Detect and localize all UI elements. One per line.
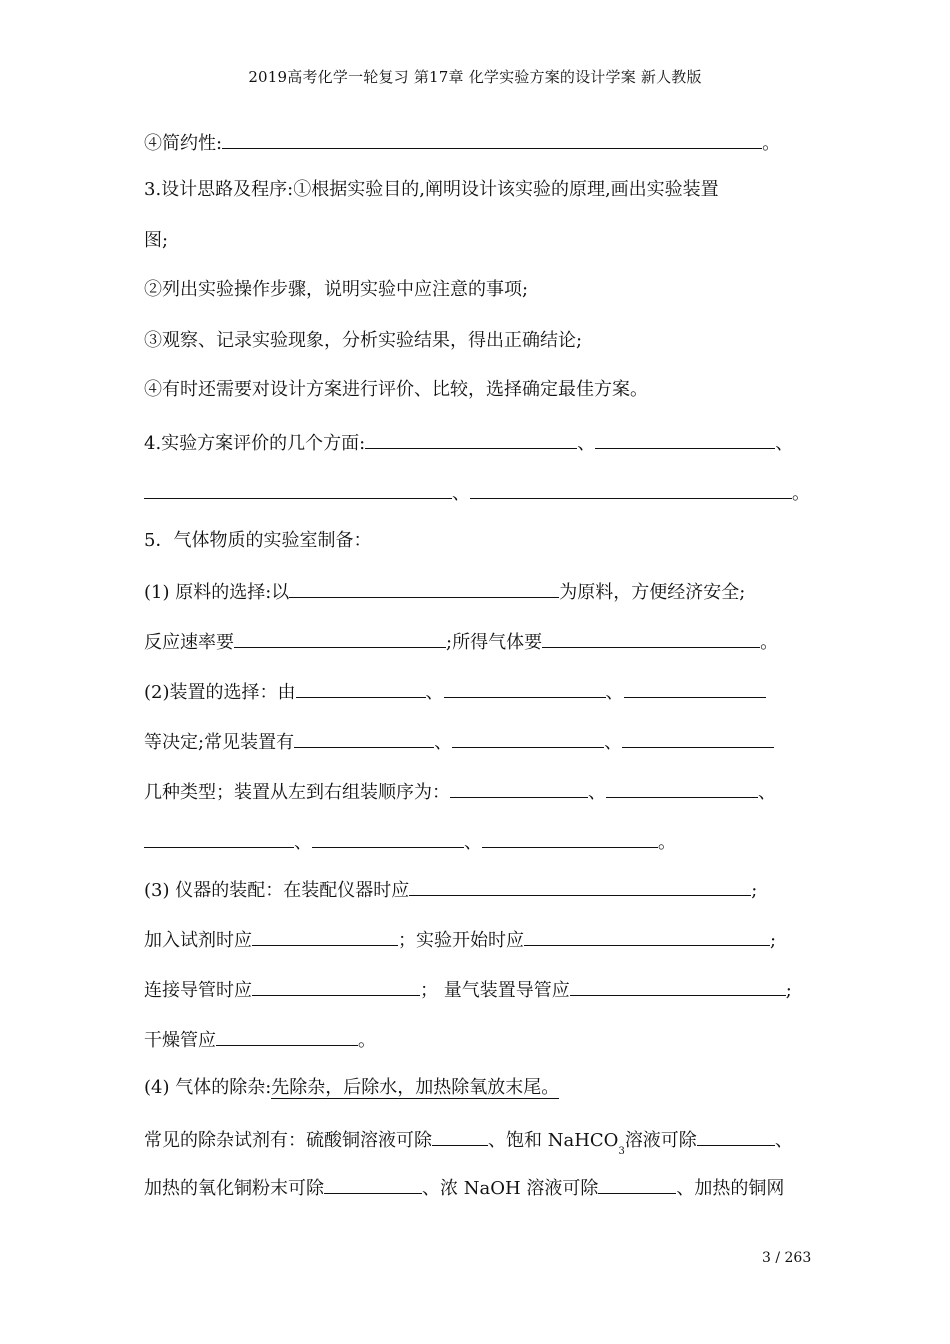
- answer-blank[interactable]: [470, 478, 792, 499]
- text-segment: 、饱和 NaHCO: [488, 1130, 619, 1151]
- text-segment: ；实验开始时应: [398, 930, 524, 951]
- punctuation: 。: [658, 832, 676, 853]
- punctuation: 。: [358, 1030, 376, 1051]
- text-line: [144, 577, 745, 603]
- answer-blank[interactable]: [570, 975, 786, 996]
- answer-blank[interactable]: [324, 1173, 422, 1194]
- punctuation: 、: [605, 682, 624, 703]
- punctuation: 。: [760, 632, 779, 653]
- item-label: 常见的除杂试剂有：硫酸铜溶液可除: [144, 1130, 432, 1151]
- punctuation: 、: [577, 433, 596, 454]
- answer-blank[interactable]: [452, 727, 604, 748]
- text-line: [144, 677, 766, 703]
- answer-blank[interactable]: [622, 727, 774, 748]
- answer-blank[interactable]: [444, 677, 606, 698]
- punctuation: 、: [774, 1130, 793, 1151]
- answer-blank[interactable]: [542, 627, 760, 648]
- text-segment: 为原料，方便经济安全;: [559, 582, 746, 603]
- text-line: [144, 1173, 784, 1199]
- item-label: 4.实验方案评价的几个方面:: [144, 433, 366, 454]
- punctuation: ;: [751, 880, 758, 901]
- answer-blank[interactable]: [432, 1125, 488, 1146]
- answer-blank[interactable]: [289, 577, 559, 598]
- item-label: 连接导管时应: [144, 980, 252, 1001]
- text-line: 3.设计思路及程序:①根据实验目的,阐明设计该实验的原理,画出实验装置: [144, 179, 719, 200]
- answer-blank[interactable]: [598, 1173, 676, 1194]
- punctuation: ;: [770, 930, 777, 951]
- answer-blank[interactable]: [144, 478, 452, 499]
- answer-blank[interactable]: [482, 827, 658, 848]
- answer-blank[interactable]: [606, 777, 758, 798]
- text-line: [144, 925, 776, 951]
- item-label: ④简约性:: [144, 133, 223, 154]
- text-segment: 、加热的铜网: [676, 1178, 785, 1199]
- text-line: [144, 827, 676, 853]
- text-line: [144, 627, 778, 653]
- page-number: 3 / 263: [762, 1250, 812, 1266]
- punctuation: 、: [464, 832, 482, 853]
- text-segment: 、浓 NaOH 溶液可除: [422, 1178, 599, 1199]
- item-label: 反应速率要: [144, 632, 234, 653]
- answer-blank[interactable]: [524, 925, 770, 946]
- text-segment: ;所得气体要: [446, 632, 543, 653]
- text-line: ④有时还需要对设计方案进行评价、比较，选择确定最佳方案。: [144, 379, 648, 400]
- text-line: [144, 428, 793, 454]
- item-label: (4) 气体的除杂:: [144, 1077, 272, 1098]
- answer-blank[interactable]: [365, 428, 577, 449]
- punctuation: 、: [434, 732, 453, 753]
- punctuation: 、: [452, 483, 470, 504]
- punctuation: 、: [775, 433, 794, 454]
- answer-blank[interactable]: [234, 627, 446, 648]
- item-label: 等决定;常见装置有: [144, 732, 295, 753]
- answer-blank[interactable]: [595, 428, 775, 449]
- text-line: [144, 727, 774, 753]
- text-line: [144, 975, 792, 1001]
- punctuation: 。: [762, 133, 781, 154]
- item-label: (1) 原料的选择:以: [144, 582, 290, 603]
- item-label: 加热的氧化铜粉末可除: [144, 1178, 324, 1199]
- answer-blank[interactable]: [296, 677, 426, 698]
- item-label: (3) 仪器的装配：在装配仪器时应: [144, 880, 410, 901]
- text-line: [144, 777, 776, 803]
- text-line: [144, 1025, 376, 1051]
- text-segment: 溶液可除: [624, 1130, 697, 1151]
- item-label: 加入试剂时应: [144, 930, 252, 951]
- punctuation: 、: [294, 832, 312, 853]
- answer-blank[interactable]: [409, 875, 751, 896]
- text-line: [144, 478, 810, 504]
- punctuation: 、: [425, 682, 444, 703]
- answer-blank[interactable]: [216, 1025, 358, 1046]
- underlined-answer: 先除杂，后除水，加热除氧放末尾。: [271, 1077, 560, 1098]
- text-line: ②列出实验操作步骤，说明实验中应注意的事项;: [144, 279, 529, 300]
- answer-blank[interactable]: [294, 727, 434, 748]
- answer-blank[interactable]: [144, 827, 294, 848]
- answer-blank[interactable]: [450, 777, 588, 798]
- text-line: [144, 128, 780, 154]
- text-line: 5．气体物质的实验室制备：: [144, 530, 372, 551]
- punctuation: 、: [604, 732, 623, 753]
- item-label: (2)装置的选择：由: [144, 682, 296, 703]
- answer-blank[interactable]: [252, 975, 420, 996]
- answer-blank[interactable]: [312, 827, 464, 848]
- text-line: [144, 1125, 793, 1157]
- text-line: [144, 1075, 559, 1101]
- item-label: 几种类型；装置从左到右组装顺序为：: [144, 782, 450, 803]
- text-segment: ； 量气装置导管应: [420, 980, 570, 1001]
- punctuation: 、: [588, 782, 606, 803]
- text-line: [144, 875, 757, 901]
- answer-blank[interactable]: [697, 1125, 775, 1146]
- answer-blank[interactable]: [624, 677, 766, 698]
- punctuation: 。: [792, 483, 810, 504]
- answer-blank[interactable]: [222, 128, 762, 149]
- text-line: ③观察、记录实验现象，分析实验结果，得出正确结论;: [144, 330, 583, 351]
- punctuation: ;: [785, 980, 792, 1001]
- punctuation: 、: [758, 782, 776, 803]
- subscript: 3: [618, 1146, 625, 1157]
- text-line: 图;: [144, 230, 169, 251]
- page-header: 2019高考化学一轮复习 第17章 化学实验方案的设计学案 新人教版: [248, 68, 702, 86]
- item-label: 干燥管应: [144, 1030, 216, 1051]
- answer-blank[interactable]: [252, 925, 398, 946]
